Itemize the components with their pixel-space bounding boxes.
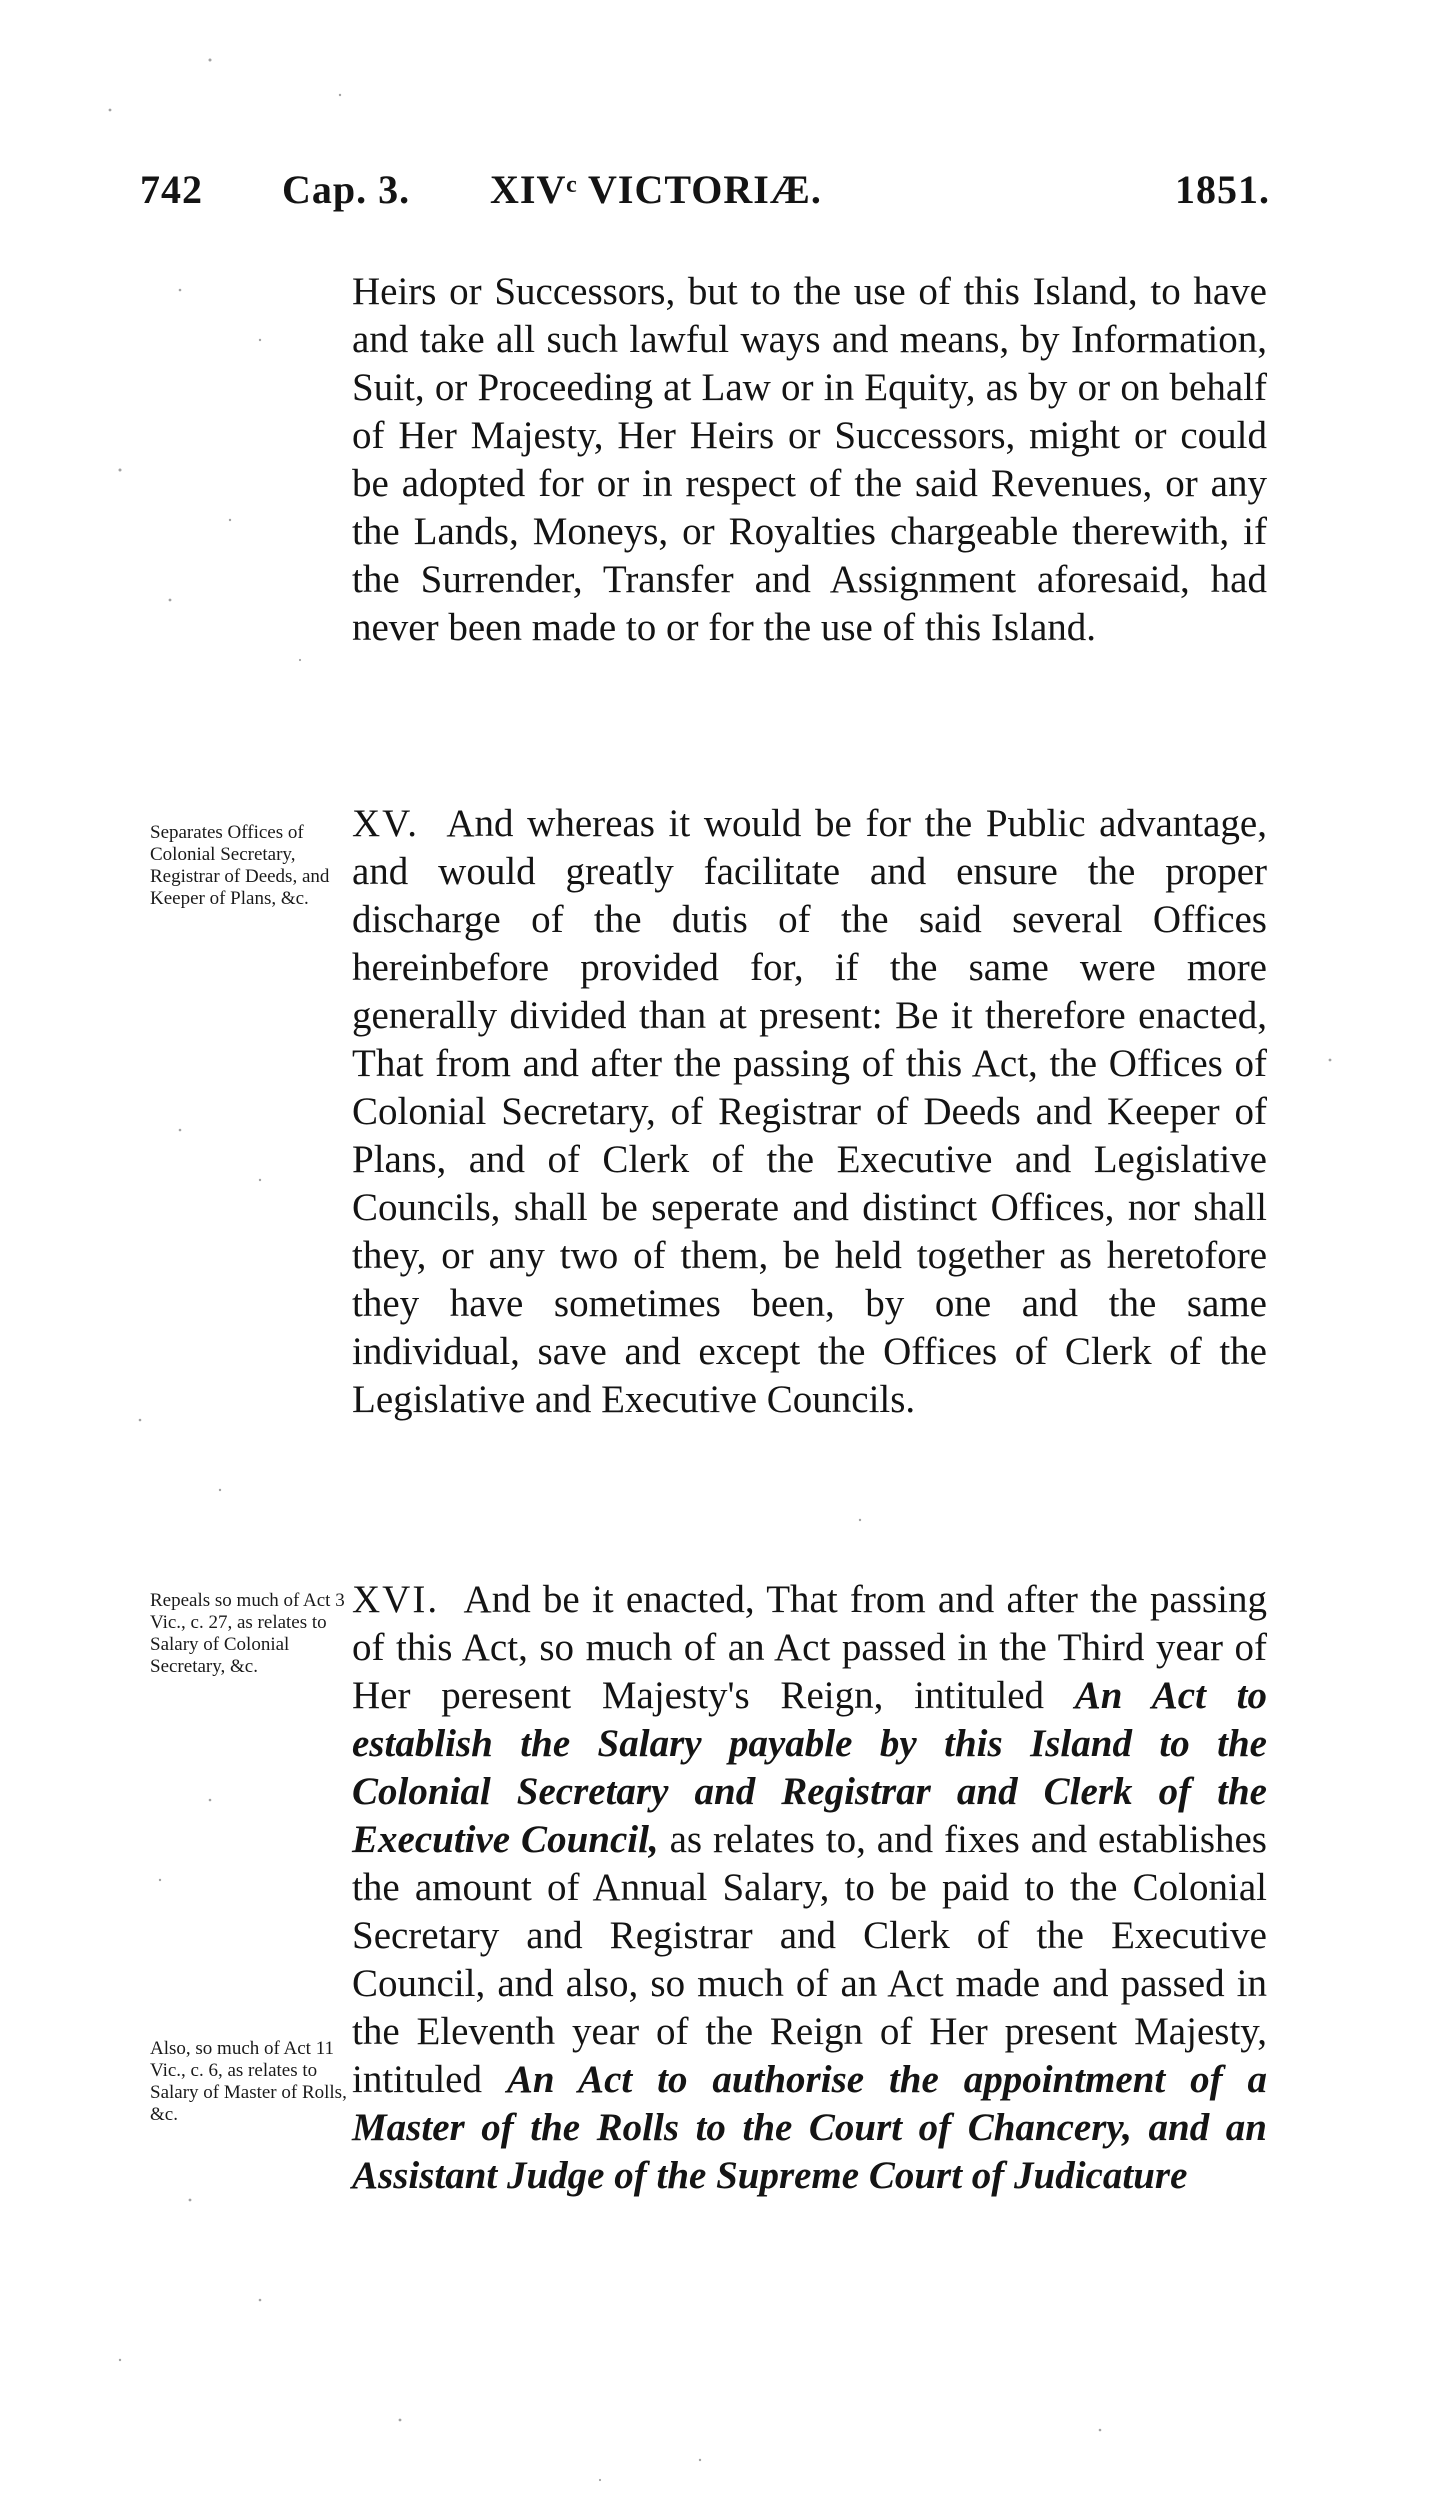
margin-note-separates-offices: Separates Offices of Colonial Secretary, Registrar of Deeds, and Keeper of Plans, &c.: [150, 822, 330, 909]
speck: [259, 1179, 261, 1181]
speck: [159, 1879, 161, 1881]
speck: [209, 1799, 212, 1802]
act-title-italic: An Act to authorise the appointment of a Master of the Rolls to the Court of Chancery, and an Assistant Judge of the Supreme Court of Judicature: [352, 2058, 1268, 2197]
paragraph-text: Heirs or Successors, but to the use of this Island, to have and take all such lawful ways and means, by Information, Suit, or Proceeding at Law or in Equity, as by or on behalf of Her Majesty, Her Heirs or Successors, might or could be adopted for or in respect of the said Revenues, or any the Lands, Moneys, or Royalties chargeable therewith, if the Surrender, Transfer and Assignment aforesaid, had never been made to or for the use of this Island.: [352, 270, 1267, 649]
paragraph-continuation: [352, 268, 1267, 652]
speck: [859, 1519, 861, 1521]
speck: [399, 2419, 402, 2422]
speck: [119, 2359, 121, 2361]
act-title-italic: An Act to establish the Salary payable by this Island to the Colonial Secretary and Registrar and Clerk of the Executive Council,: [352, 1674, 1268, 1861]
speck: [109, 109, 112, 112]
chapter-label: Cap. 3.: [282, 167, 411, 212]
act-title: XIVᶜ VICTORIÆ.: [490, 167, 822, 212]
speck: [1099, 2429, 1102, 2432]
speck: [699, 2459, 701, 2461]
section-text: as relates to, and fixes and establishes the amount of Annual Salary, to be paid to the Colonial Secretary and Registrar and Clerk of the Executive Council, and also, so much of an Act made and passed in the Eleventh year of the Reign of Her present Majesty, intituled: [352, 1818, 1267, 2101]
running-header: [140, 166, 1270, 216]
speck: [599, 2479, 601, 2481]
speck: [219, 1489, 221, 1491]
speck: [189, 2199, 192, 2202]
speck: [229, 519, 231, 521]
speck: [179, 1129, 182, 1132]
speck: [209, 59, 212, 62]
section-xvi: [352, 1576, 1267, 2200]
speck: [259, 339, 261, 341]
speck: [119, 469, 122, 472]
speck: [339, 94, 341, 96]
section-text: And be it enacted, That from and after the passing of this Act, so much of an Act passed in the Third year of Her peresent Majesty's Reign, intituled: [352, 1578, 1267, 1717]
year: 1851.: [1175, 167, 1270, 212]
page-number: 742: [140, 167, 203, 212]
margin-note-repeals: Repeals so much of Act 3 Vic., c. 27, as relates to Salary of Colonial Secretary, &c.: [150, 1590, 345, 1677]
section-xv: [352, 800, 1267, 1424]
speck: [139, 1419, 142, 1422]
speck: [259, 2299, 262, 2302]
speck: [179, 289, 182, 292]
speck: [169, 599, 172, 602]
speck: [299, 659, 301, 661]
margin-note-also: Also, so much of Act 11 Vic., c. 6, as relates to Salary of Master of Rolls, &c.: [150, 2038, 347, 2125]
section-text: And whereas it would be for the Public advantage, and would greatly facilitate and ensure the proper discharge of the dutis of the said several Offices hereinbefore provided for, if the same were more generally divided than at present: Be it therefore enacted, That from and after the passing of this Act, the Offices of Colonial Secretary, of Registrar of Deeds and Keeper of Plans, and of Clerk of the Executive and Legislative Councils, shall be seperate and distinct Offices, nor shall they, or any two of them, be held together as heretofore they have sometimes been, by one and the same individual, save and except the Offices of Clerk of the Legislative and Executive Councils.: [352, 802, 1267, 1421]
speck: [1329, 1059, 1332, 1062]
section-number: XV.: [352, 802, 420, 845]
section-number: XVI.: [352, 1578, 440, 1621]
